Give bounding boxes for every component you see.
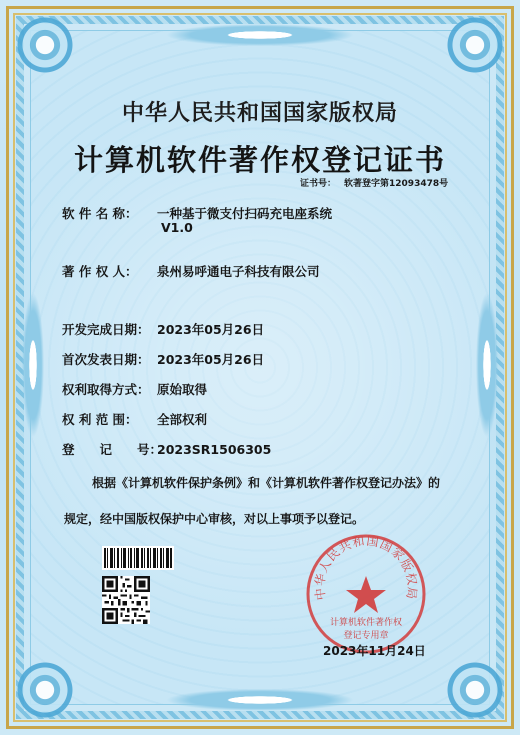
certificate-number-label: 证书号： <box>300 179 337 189</box>
field-value: 原始取得 <box>157 382 208 397</box>
field-label: 著 作 权 人： <box>62 264 138 279</box>
seal-inner-line-2: 登记专用章 <box>343 631 389 641</box>
field-version: V1.0 <box>161 220 193 235</box>
barcode-image <box>102 546 174 570</box>
statement-line-1: 根据《计算机软件保护条例》和《计算机软件著作权登记办法》的 <box>92 476 441 490</box>
field-value: 泉州易呼通电子科技有限公司 <box>157 264 320 279</box>
ornament-left <box>20 280 46 450</box>
issuer-title: 中华人民共和国国家版权局 <box>121 101 398 126</box>
field-value: 2023年05月26日 <box>157 322 265 337</box>
issue-date: 2023年11月24日 <box>323 644 426 658</box>
field-software-name <box>62 204 332 222</box>
field-label: 权利取得方式： <box>62 382 150 397</box>
field-value: 2023年05月26日 <box>157 352 265 367</box>
certificate-title: 计算机软件著作权登记证书 <box>73 143 446 177</box>
seal-inner-line-1: 计算机软件著作权 <box>329 618 402 628</box>
qr-code-image <box>102 576 150 624</box>
ornament-top <box>150 22 370 48</box>
seal-ring-text: 中华人民共和国国家版权局 <box>312 533 420 601</box>
field-value: 2023SR1506305 <box>157 442 272 457</box>
field-first-publication-date <box>62 350 264 368</box>
field-label: 登 记 号： <box>62 442 163 457</box>
field-right-scope <box>62 410 207 428</box>
corner-ornament-top-right <box>440 10 510 80</box>
corner-ornament-bottom-left <box>10 655 80 725</box>
field-value: 一种基于微支付扫码充电座系统 <box>157 206 333 221</box>
certificate-number-value: 软著登字第12093478号 <box>344 179 449 189</box>
field-value: 全部权利 <box>157 412 208 427</box>
field-label: 权 利 范 围： <box>62 412 138 427</box>
corner-ornament-bottom-right <box>440 655 510 725</box>
field-label: 软 件 名 称： <box>62 206 138 221</box>
field-label: 首次发表日期： <box>62 352 150 367</box>
field-label: 开发完成日期： <box>62 322 150 337</box>
certificate-number <box>300 176 490 189</box>
field-owner <box>62 262 320 280</box>
statement-line-2: 规定，经中国版权保护中心审核，对以上事项予以登记。 <box>64 512 365 526</box>
field-right-acquisition-method <box>62 380 207 398</box>
seal-inner-text <box>324 617 408 643</box>
seal-star-icon <box>346 576 386 613</box>
field-registration-number <box>62 440 271 458</box>
ornament-right <box>474 280 500 450</box>
field-dev-completion-date <box>62 320 264 338</box>
corner-ornament-top-left <box>10 10 80 80</box>
ornament-bottom <box>150 687 370 713</box>
